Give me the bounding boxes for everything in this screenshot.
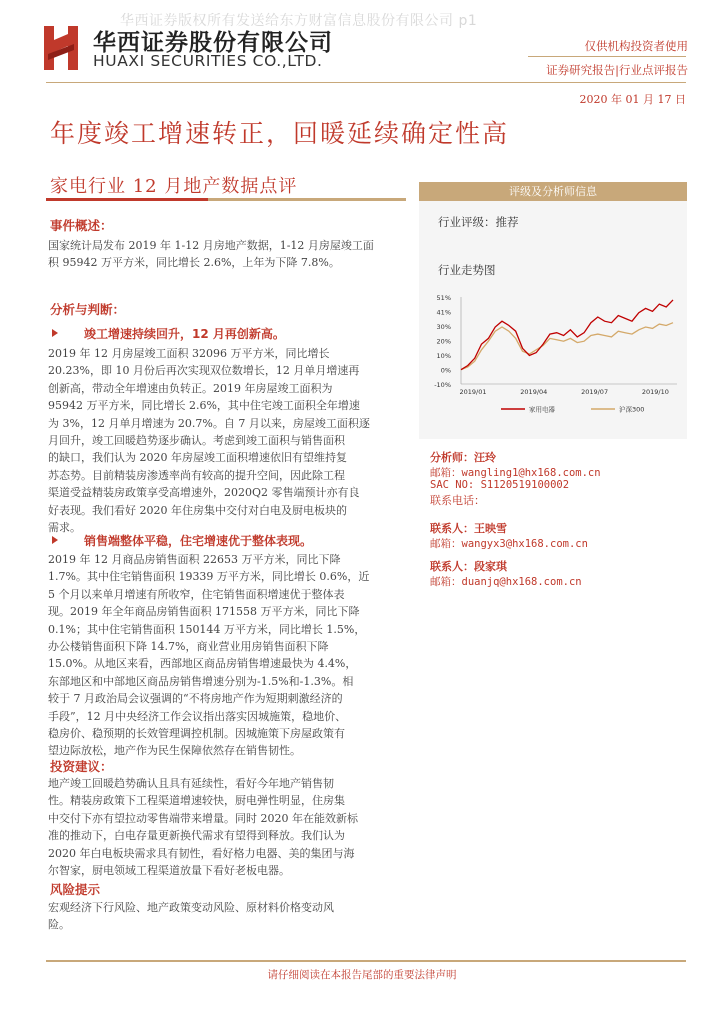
- event-heading: 事件概述：: [50, 218, 113, 233]
- contact1-email: 邮箱：wangyx3@hx168.com.cn: [430, 538, 588, 550]
- y-tick-label: 20%: [436, 337, 451, 346]
- legal-footer: 请仔细阅读在本报告尾部的重要法律声明: [267, 969, 457, 981]
- report-category: 证券研究报告|行业点评报告: [546, 63, 688, 77]
- analyst-name: 分析师：汪玲: [430, 451, 496, 464]
- contact2-email: 邮箱：duanjq@hx168.com.cn: [430, 576, 582, 588]
- x-tick-label: 2019/01: [459, 388, 487, 396]
- y-tick-label: 0%: [440, 366, 451, 375]
- investment-heading: 投资建议：: [50, 759, 113, 774]
- legend-label: 家用电器: [529, 405, 555, 414]
- x-tick-label: 2019/07: [581, 388, 609, 396]
- report-title: 年度竣工增速转正，回暖延续确定性高: [50, 119, 510, 148]
- x-tick-label: 2019/04: [520, 388, 548, 396]
- trend-chart-label: 行业走势图: [438, 263, 496, 277]
- series-line-hs300: [461, 323, 673, 370]
- industry-rating: 行业评级：推荐: [438, 215, 519, 229]
- analyst-phone: 联系电话：: [430, 494, 485, 507]
- trend-chart: [419, 285, 687, 425]
- risk-heading: 风险提示: [50, 882, 101, 897]
- huaxi-logo-icon: [38, 24, 84, 72]
- legend-label: 沪深300: [619, 405, 645, 414]
- watermark: 华西证券版权所有发送给东方财富信息股份有限公司 p1: [120, 13, 478, 29]
- point2-title: 销售端整体平稳，住宅增速优于整体表现。: [52, 532, 312, 549]
- subtitle-underline: [46, 198, 406, 201]
- event-body: 国家统计局发布 2019 年 1-12 月房地产数据，1-12 月房屋竣工面 积 95942 万平方米，同比增长 2.6%，上年为下降 7.8%。: [48, 239, 374, 270]
- y-tick-label: 10%: [436, 352, 451, 360]
- x-tick-label: 2019/10: [641, 388, 669, 396]
- y-tick-label: 41%: [436, 308, 451, 317]
- contact1-name: 联系人：王映雪: [430, 522, 507, 535]
- report-subtitle: 家电行业 12 月地产数据点评: [50, 176, 298, 197]
- point1-body: 2019 年 12 月房屋竣工面积 32096 万平方米，同比增长 20.23%，即 10 月份后再次实现双位数增长，12 月单月增速再 创新高，带动全年增速由负转正。2019 年房屋竣工面积为 95942 万平方米，同比增长 2.6%，其中住宅竣工面积全年增速 为 3%，12 月单月增速为 20.7%。自 7 月以来，房屋竣工面积逐 月回升，竣工回暖趋势逐步确认。考虑到竣工面积与销售面积 的缺口，我们认为 2020 年房屋竣工面积增速依旧有望维持复 苏态势。目前精装房渗透率尚有较高的提升空间，因此除工程 渠道受益精装房政策享受高增速外，2020Q2 零售端预计亦有良 好表现。我们看好 2020 年住房集中交付对白电及厨电板块的 需求。: [48, 347, 370, 535]
- bullet-triangle-icon: [52, 329, 58, 337]
- rating-banner: 评级及分析师信息: [419, 182, 687, 201]
- point2-body: 2019 年 12 月商品房销售面积 22653 万平方米，同比下降 1.7%。其中住宅销售面积 19339 万平方米，同比增长 0.6%，近 5 个月以来单月增速有所收窄，住宅销售面积增速优于整体表 现。2019 年全年商品房销售面积 171558 万平方米，同比下降 0.1%；其中住宅销售面积 150144 万平方米，同比增长 1.5%， 办公楼销售面积下降 14.7%，商业营业用房销售面积下降 15.0%。从地区来看，西部地区商品房销售增速最快为 4.4%， 东部地区和中部地区商品房销售增速分别为-1.5%和-1.3%。相 较于 7 月政治局会议强调的“不将房地产作为短期刺激经济的 手段”，12 月中央经济工作会议指出落实因城施策，稳地价、 稳房价、稳预期的长效管理调控机制。因城施策下房屋政策有 望边际放松，地产作为民生保障依然存在销售韧性。: [48, 553, 370, 758]
- bullet-triangle-icon: [52, 536, 58, 544]
- analyst-email: 邮箱：wangling1@hx168.com.cn: [430, 467, 601, 479]
- contact2-name: 联系人：段家琪: [430, 560, 507, 573]
- audience-note: 仅供机构投资者使用: [584, 39, 688, 53]
- y-tick-label: -10%: [434, 381, 451, 389]
- point1-title: 竣工增速持续回升，12 月再创新高。: [52, 325, 285, 342]
- risk-body: 宏观经济下行风险、地产政策变动风险、原材料价格变动风 险。: [48, 901, 334, 932]
- company-name-en: HUAXI SECURITIES CO.,LTD.: [93, 52, 323, 70]
- analysis-heading: 分析与判断：: [50, 302, 126, 317]
- footer-rule: [46, 960, 686, 962]
- investment-body: 地产竣工回暖趋势确认且具有延续性，看好今年地产销售韧 性。精装房政策下工程渠道增速较快，厨电弹性明显，住房集 中交付下亦有望拉动零售端带来增量。同时 2020 年在能效新标 准的推动下，白电存量更新换代需求有望得到释放。我们认为 2020 年白电板块需求具有韧性，看好格力电器、美的集团与海 尔智家，厨电领域工程渠道放量下看好老板电器。: [48, 777, 358, 878]
- company-name-cn: 华西证券股份有限公司: [93, 30, 333, 56]
- analyst-sac: SAC NO: S1120519100002: [430, 479, 570, 491]
- y-tick-label: 51%: [436, 294, 451, 302]
- y-tick-label: 30%: [436, 323, 451, 331]
- header-divider: [528, 56, 686, 57]
- header-rule: [46, 82, 686, 83]
- report-date: 2020 年 01 月 17 日: [579, 93, 686, 106]
